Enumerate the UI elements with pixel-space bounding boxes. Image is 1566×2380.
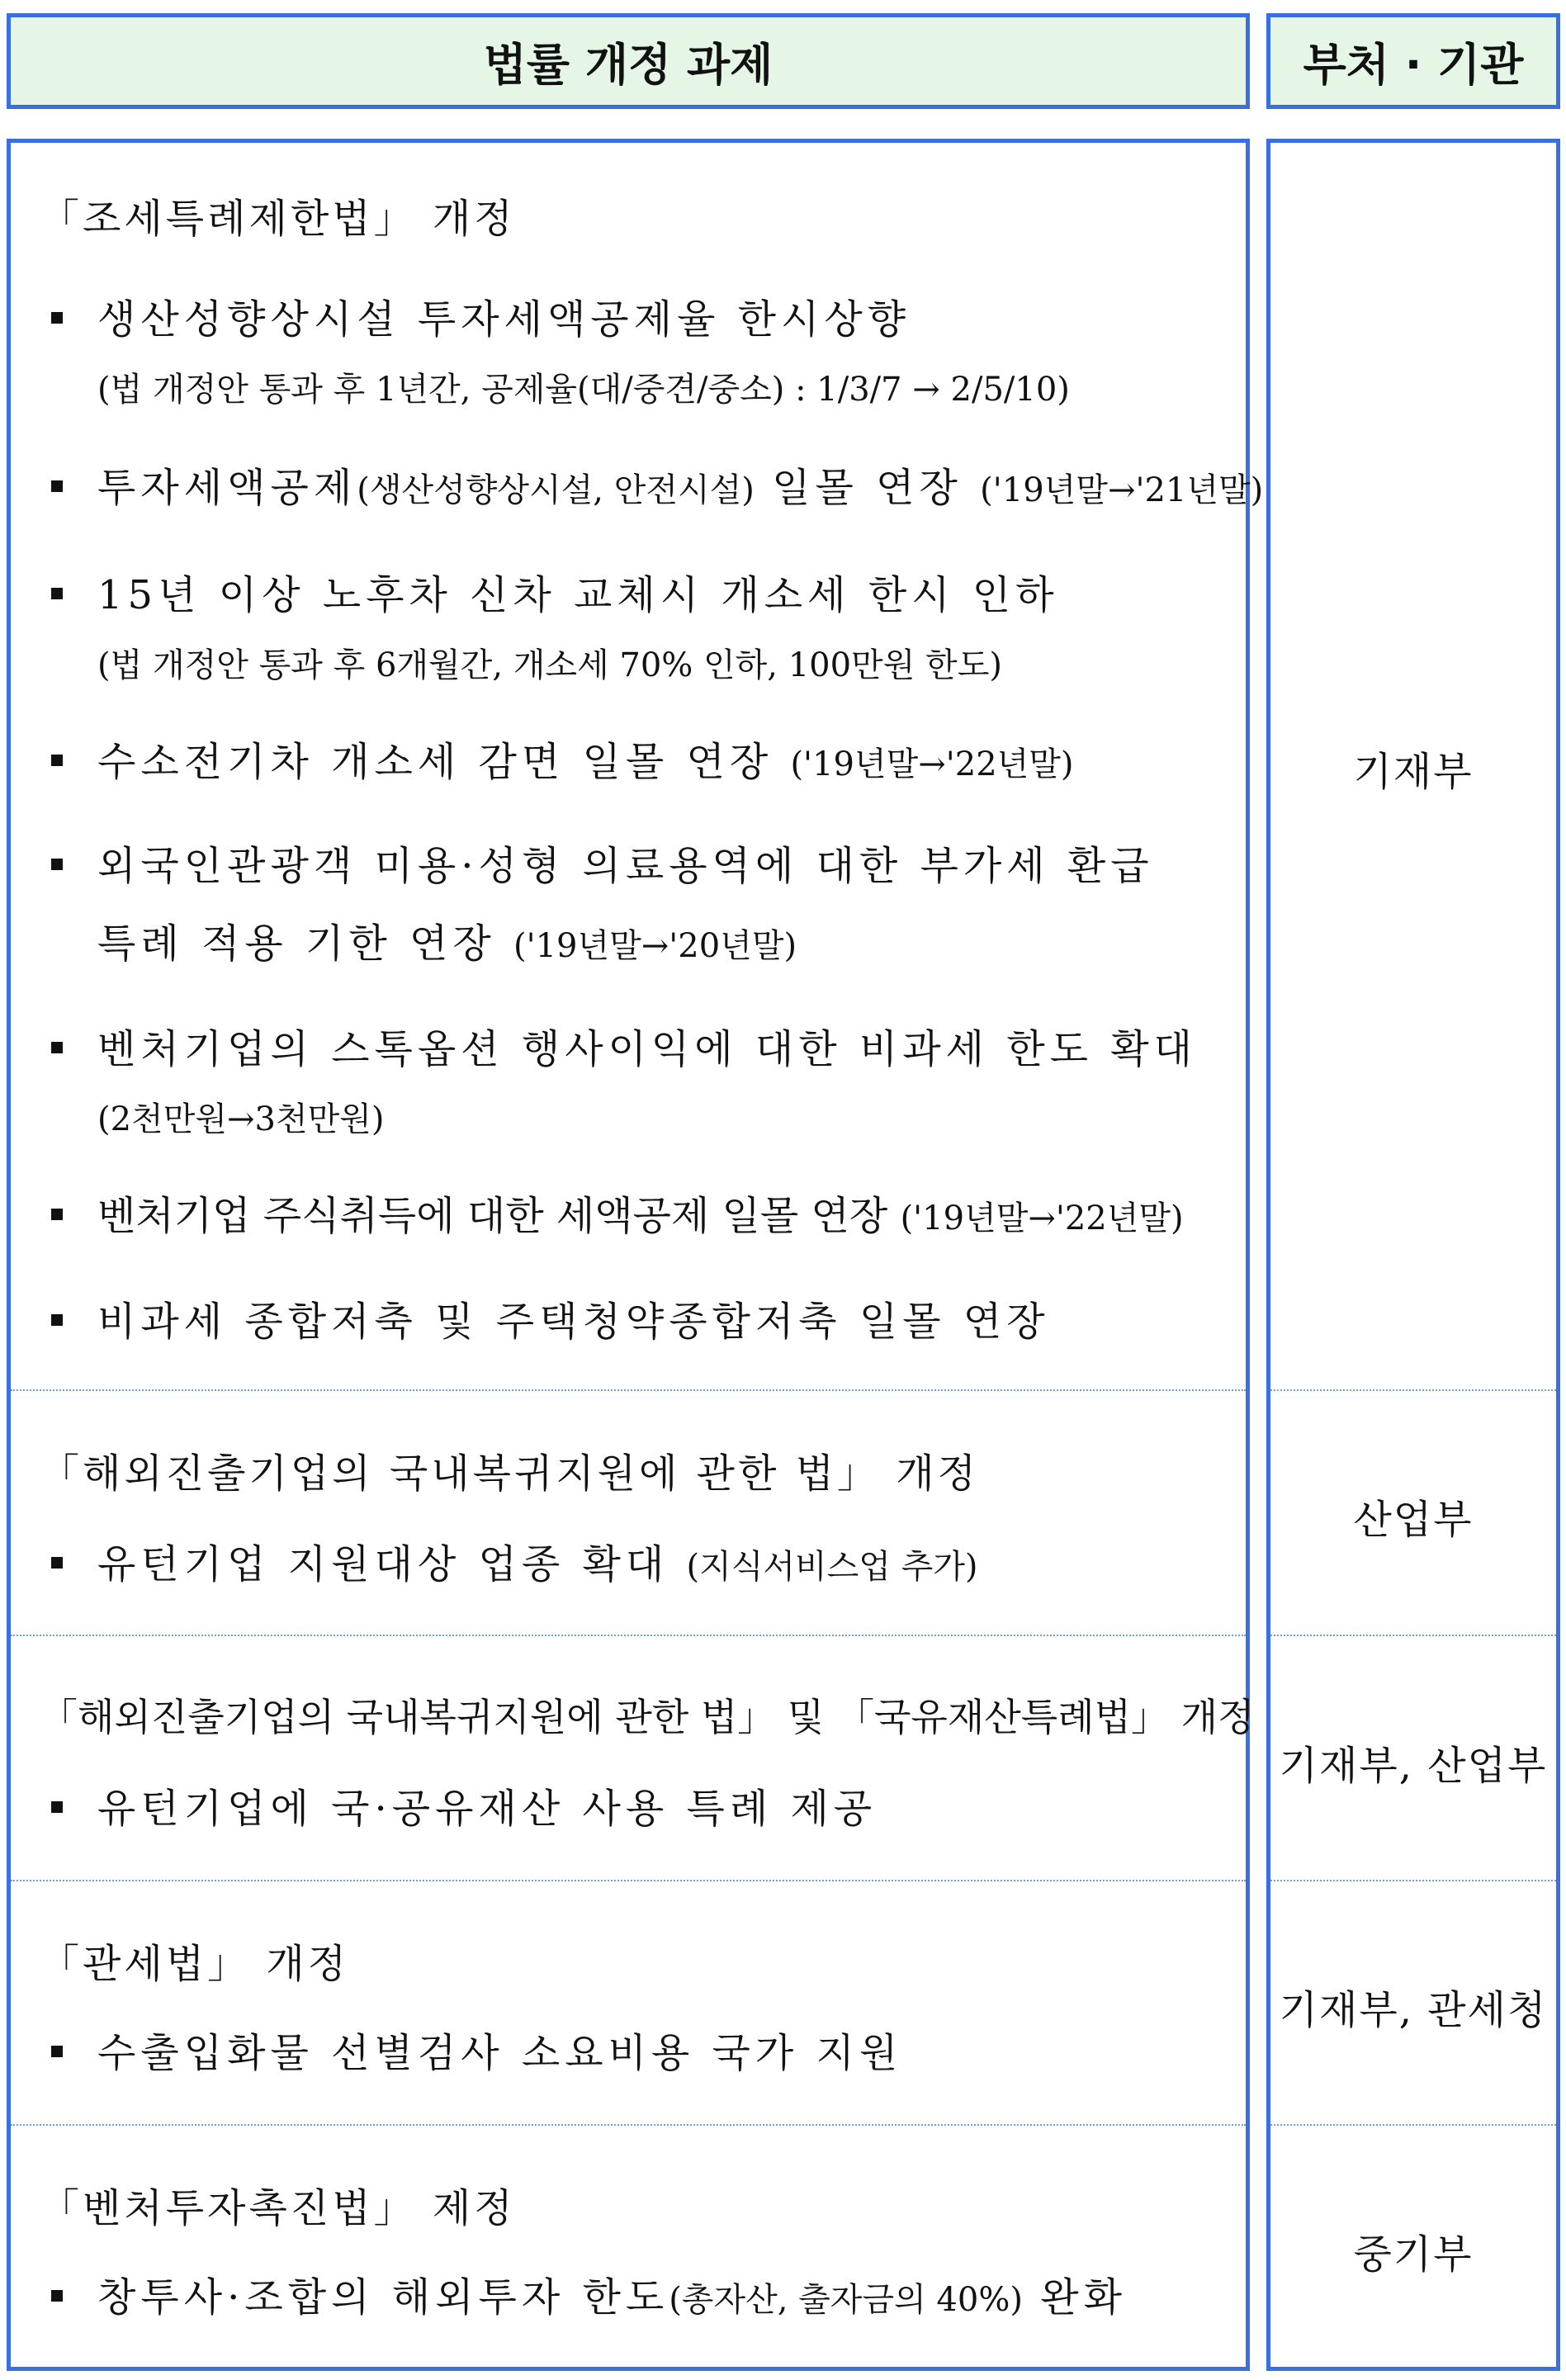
task-item-text: 투자세액공제: [97, 465, 357, 511]
task-item-parenthetical: (생산성향상시설, 안전시설): [357, 471, 755, 509]
task-item: [97, 1184, 1184, 1241]
bullet-marker: [51, 1557, 63, 1569]
row-divider: [1270, 2124, 1556, 2126]
task-item-period-note: ('19년말→'21년말): [980, 471, 1264, 509]
task-item: 유턴기업에 국·공유재산 사용 특례 제공: [97, 1786, 878, 1832]
row-divider: [11, 1389, 1246, 1391]
agency-label: 산업부: [1353, 1497, 1474, 1543]
task-item-detail: (2천만원→3천만원): [97, 1100, 385, 1138]
section-title-tax-special: 「조세특례제한법」 개정: [40, 196, 516, 242]
task-item-text: 특례 적용 기한 연장: [97, 920, 496, 967]
task-item-text: 벤처기업 주식취득에 대한 세액공제 일몰 연장: [97, 1193, 888, 1239]
bullet-marker: [51, 588, 63, 599]
bullet-marker: [51, 859, 63, 870]
bullet-marker: [51, 2290, 63, 2302]
task-item-continued: [97, 911, 797, 968]
bullet-marker: [51, 1209, 63, 1220]
task-item-period-note: ('19년말→'22년말): [790, 745, 1074, 783]
bullet-marker: [51, 2046, 63, 2057]
task-item: 수출입화물 선별검사 소요비용 국가 지원: [97, 2030, 903, 2076]
bullet-marker: [51, 1801, 63, 1813]
task-item-text: 일몰 연장: [772, 465, 963, 511]
task-item: 외국인관광객 미용·성형 의료용역에 대한 부가세 환급: [97, 843, 1154, 889]
section-title-venture-investment-act: 「벤처투자촉진법」 제정: [40, 2185, 516, 2231]
task-item: 15년 이상 노후차 신차 교체시 개소세 한시 인하: [97, 572, 1059, 618]
bullet-marker: [51, 755, 63, 766]
row-divider: [1270, 1880, 1556, 1881]
task-item: 생산성향상시설 투자세액공제율 한시상향: [97, 296, 911, 343]
task-item-text: 완화: [1040, 2274, 1127, 2321]
bullet-marker: [51, 1042, 63, 1053]
agency-label: 중기부: [1353, 2231, 1474, 2278]
row-divider: [11, 1880, 1246, 1881]
column-header-agency: 부처 · 기관: [1266, 13, 1560, 109]
task-item-note: (지식서비스업 추가): [686, 1548, 978, 1586]
task-item-text: 창투사·조합의 해외투자 한도: [97, 2274, 669, 2321]
task-item: 벤처기업의 스톡옵션 행사이익에 대한 비과세 한도 확대: [97, 1026, 1198, 1072]
row-divider: [11, 1635, 1246, 1636]
agency-label: 기재부, 관세청: [1279, 1987, 1548, 2033]
task-item: [97, 456, 1263, 513]
bullet-marker: [51, 480, 63, 492]
task-item: 비과세 종합저축 및 주택청약종합저축 일몰 연장: [97, 1299, 1050, 1345]
task-item-text: 수소전기차 개소세 감면 일몰 연장: [97, 739, 774, 785]
row-divider: [1270, 1389, 1556, 1391]
section-title-reshoring-and-state-property: 「해외진출기업의 국내복귀지원에 관한 법」 및 「국유재산특례법」 개정: [40, 1695, 1255, 1739]
bullet-marker: [51, 1314, 63, 1326]
row-divider: [1270, 1635, 1556, 1636]
agency-label: 기재부, 산업부: [1279, 1743, 1548, 1789]
row-divider: [11, 2124, 1246, 2126]
task-item-detail: (법 개정안 통과 후 6개월간, 개소세 70% 인하, 100만원 한도): [97, 646, 1002, 684]
task-item-detail: (법 개정안 통과 후 1년간, 공제율(대/중견/중소) : 1/3/7 → 2/5/10): [97, 371, 1070, 409]
section-title-reshoring-act: 「해외진출기업의 국내복귀지원에 관한 법」 개정: [40, 1450, 980, 1497]
column-header-law-tasks: 법률 개정 과제: [7, 13, 1250, 109]
task-item: [97, 2265, 1127, 2322]
bullet-marker: [51, 312, 63, 324]
task-item-period-note: ('19년말→'22년말): [900, 1199, 1184, 1237]
agency-column: [1266, 139, 1560, 2371]
task-item: [97, 1532, 978, 1589]
task-item-parenthetical: (총자산, 출자금의 40%): [669, 2281, 1023, 2319]
agency-label: 기재부: [1353, 749, 1474, 795]
section-title-customs-act: 「관세법」 개정: [40, 1941, 350, 1987]
task-item-text: 유턴기업 지원대상 업종 확대: [97, 1541, 669, 1587]
task-item-period-note: ('19년말→'20년말): [513, 927, 797, 965]
task-item: [97, 730, 1074, 787]
